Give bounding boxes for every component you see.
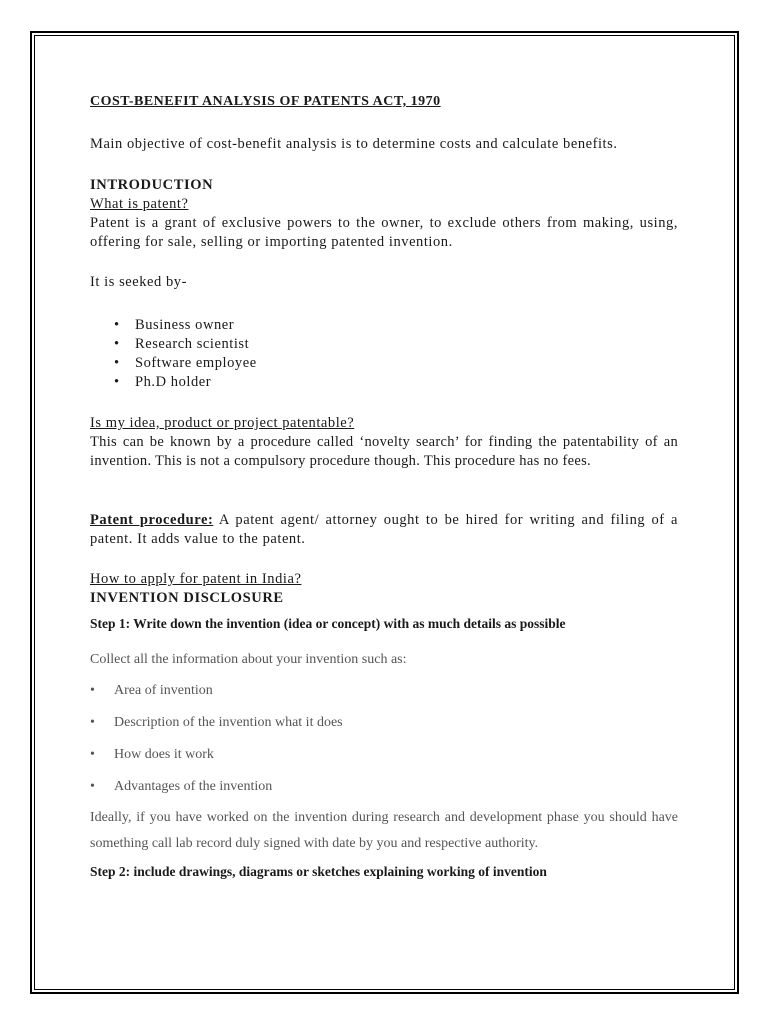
patent-procedure-label: Patent procedure: bbox=[90, 512, 214, 528]
introduction-heading: INTRODUCTION bbox=[90, 177, 214, 193]
list-item: • Area of invention bbox=[90, 683, 213, 698]
seeked-by-text: It is seeked by- bbox=[90, 274, 187, 290]
list-item: • Advantages of the invention bbox=[90, 779, 273, 794]
what-is-patent-answer: Patent is a grant of exclusive powers to the owner, to exclude others from making, using, offering for sale, selling or importing patented invention. bbox=[90, 215, 678, 250]
bullet-icon: • bbox=[90, 779, 95, 794]
patentable-question: Is my idea, product or project patentable? bbox=[90, 415, 355, 431]
document-title: COST-BENEFIT ANALYSIS OF PATENTS ACT, 1970 bbox=[90, 94, 441, 109]
patent-procedure-paragraph bbox=[90, 511, 678, 549]
collect-list bbox=[90, 681, 678, 796]
bullet-icon: • bbox=[90, 683, 95, 698]
apply-question: How to apply for patent in India? bbox=[90, 571, 302, 587]
patent-procedure-text: A patent agent/ attorney ought to be hired for writing and filing of a patent. It adds value to the patent. bbox=[90, 512, 678, 547]
patentable-answer: This can be known by a procedure called ‘novelty search’ for finding the patentability of an invention. This is not a compulsory procedure though. This procedure has no fees. bbox=[90, 434, 678, 469]
invention-disclosure-heading: INVENTION DISCLOSURE bbox=[90, 590, 284, 606]
list-item: • Research scientist bbox=[114, 336, 250, 352]
objective-text: Main objective of cost-benefit analysis is to determine costs and calculate benefits. bbox=[90, 136, 618, 152]
list-item: • Software employee bbox=[114, 355, 257, 371]
bullet-icon: • bbox=[90, 715, 95, 730]
collect-intro-text: Collect all the information about your invention such as: bbox=[90, 652, 407, 667]
list-item: • Ph.D holder bbox=[114, 374, 212, 390]
bullet-icon: • bbox=[90, 747, 95, 762]
step-1-heading: Step 1: Write down the invention (idea or concept) with as much details as possible bbox=[90, 616, 566, 631]
document-body bbox=[90, 92, 678, 881]
list-item: • Description of the invention what it does bbox=[90, 715, 343, 730]
bullet-icon: • bbox=[114, 355, 120, 371]
ideally-paragraph: Ideally, if you have worked on the invention during research and development phase you should have something call lab record duly signed with date by you and respective authority. bbox=[90, 810, 678, 851]
list-item: • How does it work bbox=[90, 747, 214, 762]
list-item: • Business owner bbox=[114, 317, 235, 333]
seekers-list bbox=[90, 316, 678, 392]
bullet-icon: • bbox=[114, 336, 120, 352]
what-is-patent-question: What is patent? bbox=[90, 196, 189, 212]
bullet-icon: • bbox=[114, 374, 120, 390]
bullet-icon: • bbox=[114, 317, 120, 333]
step-2-heading: Step 2: include drawings, diagrams or sketches explaining working of invention bbox=[90, 864, 547, 879]
